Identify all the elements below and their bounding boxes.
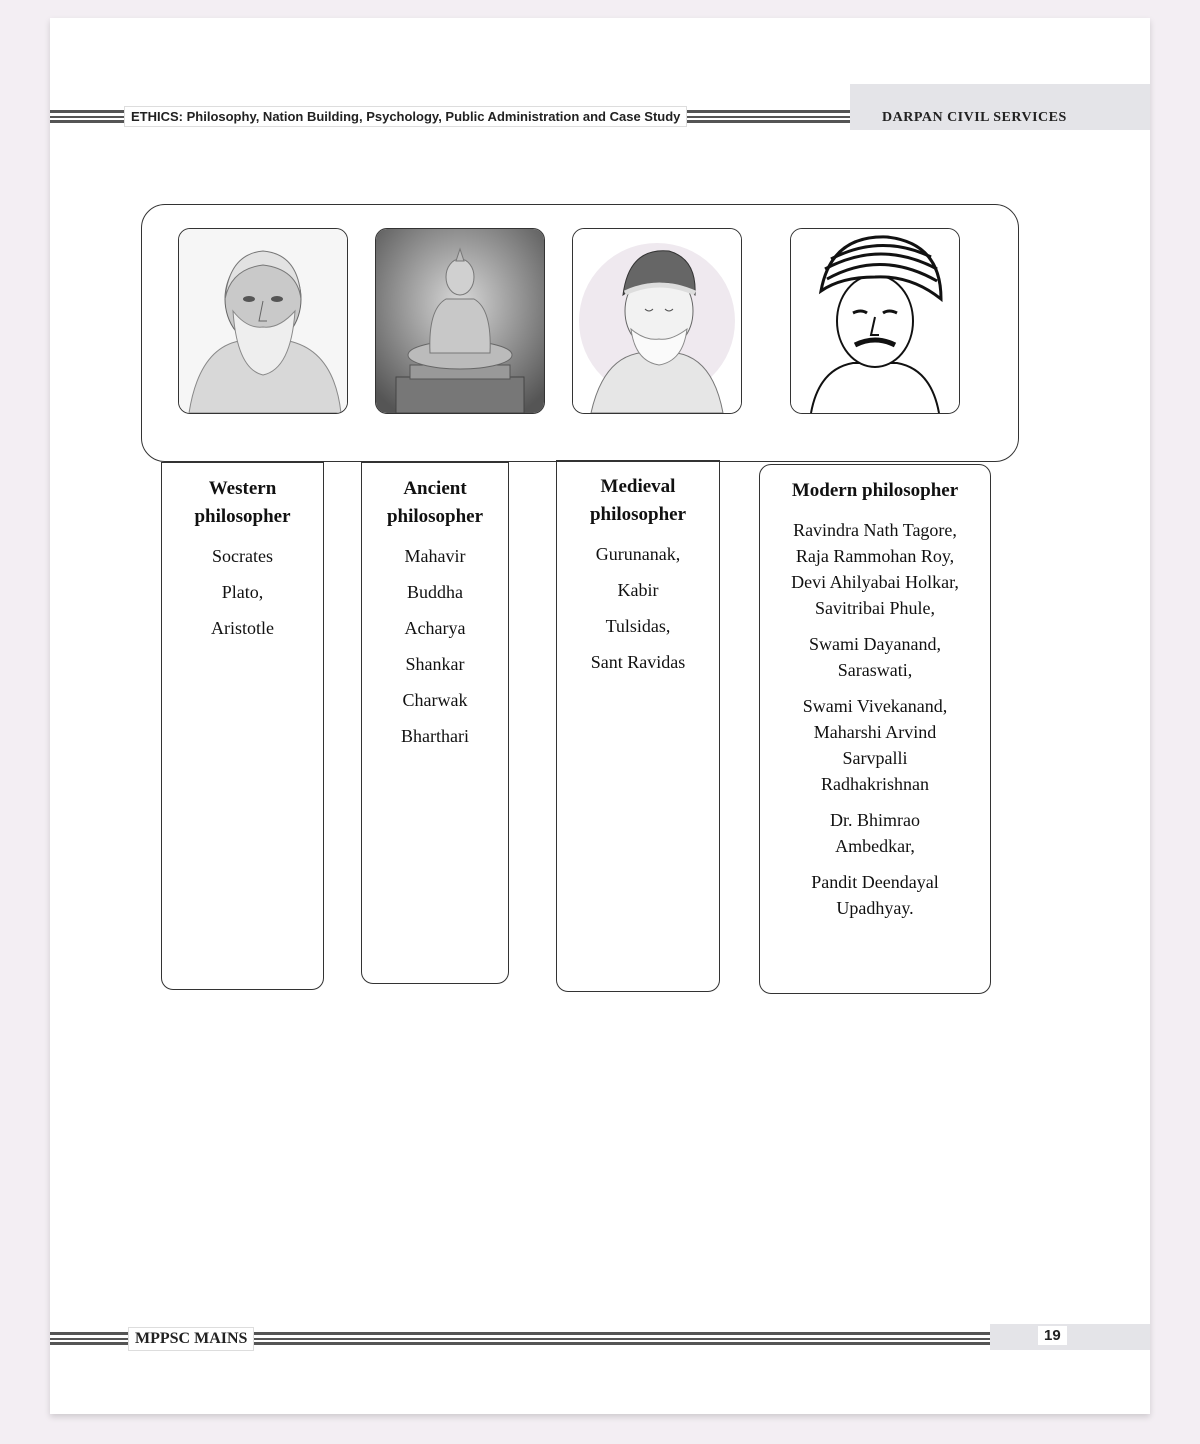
modern-philosopher-portrait bbox=[790, 228, 960, 414]
list-item: Dr. Bhimrao Ambedkar, bbox=[830, 810, 920, 856]
header-brand: DARPAN CIVIL SERVICES bbox=[882, 110, 1067, 125]
kabir-portrait bbox=[572, 228, 742, 414]
column-heading: Western philosopher bbox=[194, 478, 291, 527]
document-page bbox=[50, 18, 1150, 1414]
list-item: Kabir bbox=[617, 580, 659, 600]
list-item: Pandit Deendayal Upadhyay. bbox=[811, 872, 939, 918]
list-item: Shankar bbox=[405, 654, 465, 674]
buddha-statue-image bbox=[375, 228, 545, 414]
list-item: Swami Vivekanand, Maharshi Arvind Sarvpalli Radhakrishnan bbox=[802, 696, 948, 794]
socrates-portrait bbox=[178, 228, 348, 414]
footer-title: MPPSC MAINS bbox=[128, 1327, 254, 1351]
medieval-philosopher-column bbox=[556, 460, 720, 992]
list-item: Ravindra Nath Tagore, Raja Rammohan Roy, Devi Ahilyabai Holkar, Savitribai Phule, bbox=[791, 520, 959, 618]
list-item: Bharthari bbox=[401, 726, 469, 746]
modern-philosopher-column bbox=[759, 464, 991, 994]
page-number: 19 bbox=[1038, 1326, 1067, 1345]
list-item: Plato, bbox=[221, 582, 264, 602]
list-item: Mahavir bbox=[404, 546, 466, 566]
footer-tab bbox=[990, 1324, 1150, 1350]
list-item: Socrates bbox=[212, 546, 273, 566]
western-philosopher-column bbox=[161, 462, 324, 990]
list-item: Charwak bbox=[402, 690, 468, 710]
list-item: Acharya bbox=[404, 618, 466, 638]
list-item: Aristotle bbox=[211, 618, 274, 638]
list-item: Gurunanak, bbox=[595, 544, 681, 564]
column-heading: Ancient philosopher bbox=[386, 478, 484, 527]
list-item: Tulsidas, bbox=[605, 616, 671, 636]
list-item: Sant Ravidas bbox=[590, 652, 686, 672]
list-item: Buddha bbox=[407, 582, 463, 602]
list-item: Swami Dayanand, Saraswati, bbox=[809, 634, 941, 680]
column-heading: Medieval philosopher bbox=[589, 476, 687, 525]
column-heading: Modern philosopher bbox=[791, 480, 959, 501]
ancient-philosopher-column bbox=[361, 462, 509, 984]
header-title: ETHICS: Philosophy, Nation Building, Psychology, Public Administration and Case Study bbox=[124, 106, 687, 127]
